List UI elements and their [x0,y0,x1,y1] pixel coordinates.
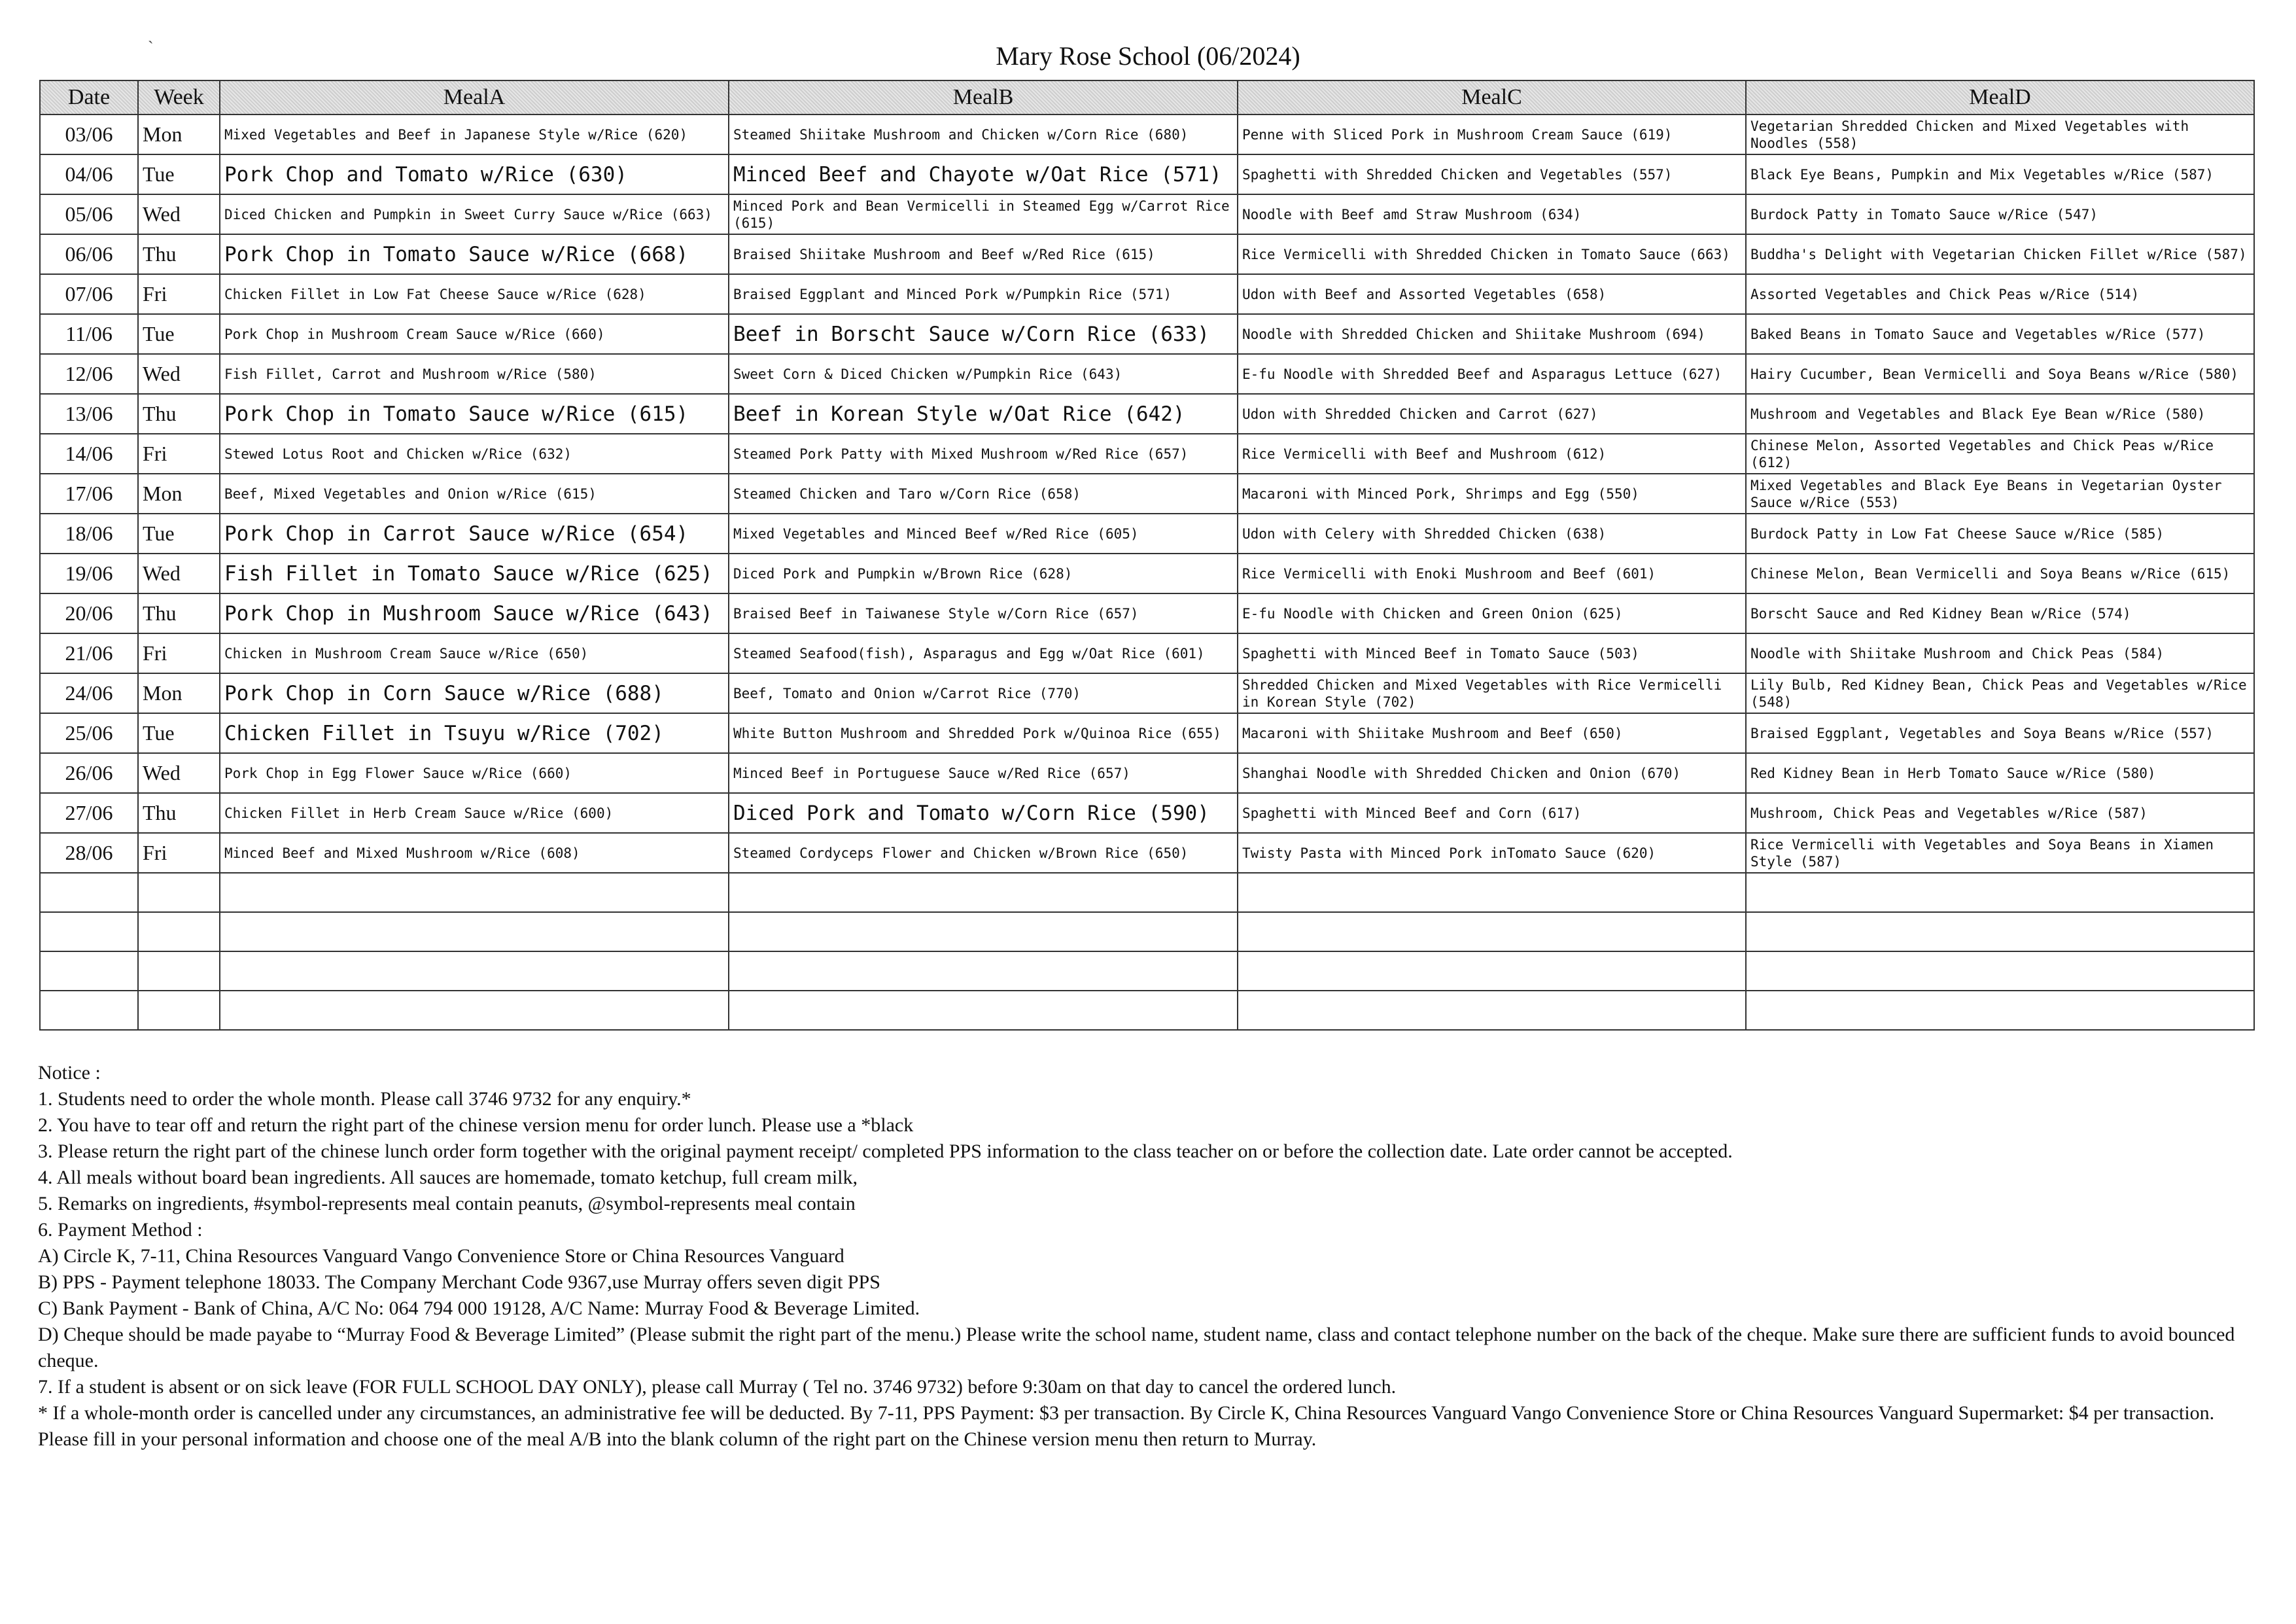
date-cell: 11/06 [40,314,138,354]
meal-b-cell: Steamed Cordyceps Flower and Chicken w/Brown Rice (650) [729,833,1238,873]
meal-b-cell: Steamed Pork Patty with Mixed Mushroom w/Red Rice (657) [729,434,1238,474]
meal-d-cell: Hairy Cucumber, Bean Vermicelli and Soya Beans w/Rice (580) [1746,354,2254,394]
notice-section [38,1060,2255,1453]
meal-a-cell: Mixed Vegetables and Beef in Japanese Style w/Rice (620) [220,115,729,154]
meal-c-cell: E-fu Noodle with Chicken and Green Onion (625) [1238,593,1746,633]
meal-c-cell: Spaghetti with Minced Beef in Tomato Sauce (503) [1238,633,1746,673]
date-cell: 17/06 [40,474,138,514]
table-row [40,633,2254,673]
table-row [40,194,2254,234]
meal-d-cell: Braised Eggplant, Vegetables and Soya Beans w/Rice (557) [1746,713,2254,753]
blank-cell [220,873,729,912]
week-cell: Wed [138,753,220,793]
date-cell: 24/06 [40,673,138,713]
week-cell: Wed [138,354,220,394]
table-row [40,354,2254,394]
meal-b-cell: Braised Beef in Taiwanese Style w/Corn Rice (657) [729,593,1238,633]
blank-cell [1238,912,1746,951]
blank-cell [40,873,138,912]
meal-c-cell: Rice Vermicelli with Beef and Mushroom (612) [1238,434,1746,474]
week-cell: Tue [138,713,220,753]
week-cell: Thu [138,593,220,633]
table-row [40,753,2254,793]
week-cell: Fri [138,633,220,673]
meal-c-cell: E-fu Noodle with Shredded Beef and Asparagus Lettuce (627) [1238,354,1746,394]
table-row [40,793,2254,833]
blank-row [40,912,2254,951]
meal-a-cell: Pork Chop in Tomato Sauce w/Rice (668) [220,234,729,274]
blank-cell [138,873,220,912]
table-row [40,713,2254,753]
notice-heading: Notice : [38,1062,101,1084]
meal-a-cell: Pork Chop in Carrot Sauce w/Rice (654) [220,514,729,554]
document-title [0,41,2296,71]
blank-cell [220,951,729,991]
meal-c-cell: Noodle with Shredded Chicken and Shiitake Mushroom (694) [1238,314,1746,354]
blank-cell [729,873,1238,912]
date-cell: 14/06 [40,434,138,474]
meal-d-cell: Vegetarian Shredded Chicken and Mixed Vegetables with Noodles (558) [1746,115,2254,154]
header-meal-d: MealD [1746,80,2254,115]
date-cell: 07/06 [40,274,138,314]
notice-line: 5. Remarks on ingredients, #symbol-represents meal contain peanuts, @symbol-represents meal contain [38,1193,856,1214]
week-cell: Tue [138,514,220,554]
meal-a-cell: Fish Fillet, Carrot and Mushroom w/Rice (580) [220,354,729,394]
meal-c-cell: Macaroni with Shiitake Mushroom and Beef (650) [1238,713,1746,753]
notice-line: 4. All meals without board bean ingredients. All sauces are homemade, tomato ketchup, full cream milk, [38,1167,858,1188]
meal-b-cell: Steamed Chicken and Taro w/Corn Rice (658) [729,474,1238,514]
meal-d-cell: Rice Vermicelli with Vegetables and Soya Beans in Xiamen Style (587) [1746,833,2254,873]
meal-b-cell: Diced Pork and Tomato w/Corn Rice (590) [729,793,1238,833]
meal-d-cell: Baked Beans in Tomato Sauce and Vegetables w/Rice (577) [1746,314,2254,354]
date-cell: 20/06 [40,593,138,633]
meal-d-cell: Red Kidney Bean in Herb Tomato Sauce w/Rice (580) [1746,753,2254,793]
header-meal-a: MealA [220,80,729,115]
week-cell: Mon [138,474,220,514]
week-cell: Fri [138,274,220,314]
table-row [40,474,2254,514]
meal-c-cell: Macaroni with Minced Pork, Shrimps and Egg (550) [1238,474,1746,514]
week-cell: Fri [138,434,220,474]
blank-cell [1238,951,1746,991]
blank-cell [729,991,1238,1030]
header-meal-c: MealC [1238,80,1746,115]
meal-a-cell: Chicken Fillet in Herb Cream Sauce w/Rice (600) [220,793,729,833]
meal-b-cell: Diced Pork and Pumpkin w/Brown Rice (628) [729,554,1238,593]
blank-row [40,951,2254,991]
meal-a-cell: Fish Fillet in Tomato Sauce w/Rice (625) [220,554,729,593]
meal-b-cell: Steamed Seafood(fish), Asparagus and Egg w/Oat Rice (601) [729,633,1238,673]
meal-b-cell: Braised Eggplant and Minced Pork w/Pumpkin Rice (571) [729,274,1238,314]
date-cell: 26/06 [40,753,138,793]
date-cell: 05/06 [40,194,138,234]
date-cell: 13/06 [40,394,138,434]
table-row [40,593,2254,633]
blank-cell [1746,991,2254,1030]
date-cell: 03/06 [40,115,138,154]
meal-a-cell: Pork Chop in Tomato Sauce w/Rice (615) [220,394,729,434]
notice-line: C) Bank Payment - Bank of China, A/C No: 064 794 000 19128, A/C Name: Murray Food & Beverage Limited. [38,1297,920,1319]
date-cell: 25/06 [40,713,138,753]
meal-a-cell: Pork Chop and Tomato w/Rice (630) [220,154,729,194]
table-row [40,554,2254,593]
notice-line: B) PPS - Payment telephone 18033. The Company Merchant Code 9367,use Murray offers seven digit PPS [38,1271,880,1293]
blank-cell [138,912,220,951]
stray-mark: ` [148,38,154,57]
date-cell: 28/06 [40,833,138,873]
meal-c-cell: Penne with Sliced Pork in Mushroom Cream Sauce (619) [1238,115,1746,154]
meal-b-cell: White Button Mushroom and Shredded Pork w/Quinoa Rice (655) [729,713,1238,753]
table-row [40,154,2254,194]
meal-d-cell: Noodle with Shiitake Mushroom and Chick Peas (584) [1746,633,2254,673]
meal-a-cell: Pork Chop in Mushroom Cream Sauce w/Rice (660) [220,314,729,354]
notice-line: Please fill in your personal information and choose one of the meal A/B into the blank column of the right part on the Chinese version menu then return to Murray. [38,1428,1317,1450]
meal-a-cell: Pork Chop in Corn Sauce w/Rice (688) [220,673,729,713]
blank-row [40,873,2254,912]
meal-b-cell: Minced Beef in Portuguese Sauce w/Red Rice (657) [729,753,1238,793]
date-cell: 19/06 [40,554,138,593]
week-cell: Wed [138,554,220,593]
notice-line: 2. You have to tear off and return the right part of the chinese version menu for order lunch. Please use a *black [38,1114,914,1136]
table-row [40,115,2254,154]
table-row [40,673,2254,713]
meal-a-cell: Diced Chicken and Pumpkin in Sweet Curry Sauce w/Rice (663) [220,194,729,234]
meal-c-cell: Rice Vermicelli with Enoki Mushroom and Beef (601) [1238,554,1746,593]
meal-d-cell: Buddha's Delight with Vegetarian Chicken Fillet w/Rice (587) [1746,234,2254,274]
meal-d-cell: Burdock Patty in Tomato Sauce w/Rice (547) [1746,194,2254,234]
week-cell: Mon [138,673,220,713]
meal-c-cell: Spaghetti with Minced Beef and Corn (617) [1238,793,1746,833]
meal-d-cell: Mixed Vegetables and Black Eye Beans in Vegetarian Oyster Sauce w/Rice (553) [1746,474,2254,514]
week-cell: Thu [138,234,220,274]
blank-cell [40,991,138,1030]
blank-cell [1746,951,2254,991]
blank-cell [729,951,1238,991]
date-cell: 27/06 [40,793,138,833]
meal-b-cell: Braised Shiitake Mushroom and Beef w/Red Rice (615) [729,234,1238,274]
week-cell: Tue [138,314,220,354]
table-row [40,274,2254,314]
meal-b-cell: Sweet Corn & Diced Chicken w/Pumpkin Rice (643) [729,354,1238,394]
notice-line: 3. Please return the right part of the chinese lunch order form together with the original payment receipt/ completed PPS information to the class teacher on or before the collection date. Late order cannot be accepted. [38,1140,1733,1162]
meal-a-cell: Pork Chop in Mushroom Sauce w/Rice (643) [220,593,729,633]
blank-row [40,991,2254,1030]
notice-line: 7. If a student is absent or on sick leave (FOR FULL SCHOOL DAY ONLY), please call Murray ( Tel no. 3746 9732) before 9:30am on that day to cancel the ordered lunch. [38,1376,1397,1398]
meal-d-cell: Burdock Patty in Low Fat Cheese Sauce w/Rice (585) [1746,514,2254,554]
blank-cell [1746,873,2254,912]
table-row [40,314,2254,354]
meal-c-cell: Rice Vermicelli with Shredded Chicken in Tomato Sauce (663) [1238,234,1746,274]
meal-b-cell: Steamed Shiitake Mushroom and Chicken w/Corn Rice (680) [729,115,1238,154]
meal-a-cell: Chicken Fillet in Low Fat Cheese Sauce w/Rice (628) [220,274,729,314]
header-date: Date [40,80,138,115]
meal-a-cell: Beef, Mixed Vegetables and Onion w/Rice (615) [220,474,729,514]
date-cell: 12/06 [40,354,138,394]
meal-b-cell: Beef, Tomato and Onion w/Carrot Rice (770) [729,673,1238,713]
week-cell: Fri [138,833,220,873]
menu-body [40,115,2254,1030]
notice-line: D) Cheque should be made payabe to “Murray Food & Beverage Limited” (Please submit the right part of the menu.) Please write the school name, student name, class and contact telephone number on the back of the cheque. Make sure there are sufficient funds to avoid bounced cheque. [38,1324,2235,1371]
date-cell: 04/06 [40,154,138,194]
blank-cell [220,991,729,1030]
meal-c-cell: Udon with Celery with Shredded Chicken (638) [1238,514,1746,554]
meal-b-cell: Beef in Korean Style w/Oat Rice (642) [729,394,1238,434]
blank-cell [40,951,138,991]
meal-d-cell: Mushroom, Chick Peas and Vegetables w/Rice (587) [1746,793,2254,833]
blank-cell [1746,912,2254,951]
table-row [40,394,2254,434]
meal-a-cell: Chicken Fillet in Tsuyu w/Rice (702) [220,713,729,753]
week-cell: Mon [138,115,220,154]
meal-b-cell: Mixed Vegetables and Minced Beef w/Red Rice (605) [729,514,1238,554]
meal-d-cell: Chinese Melon, Bean Vermicelli and Soya Beans w/Rice (615) [1746,554,2254,593]
blank-cell [1238,991,1746,1030]
meal-c-cell: Shredded Chicken and Mixed Vegetables with Rice Vermicelli in Korean Style (702) [1238,673,1746,713]
notice-line: 1. Students need to order the whole month. Please call 3746 9732 for any enquiry.* [38,1088,691,1110]
meal-b-cell: Minced Pork and Bean Vermicelli in Steamed Egg w/Carrot Rice (615) [729,194,1238,234]
table-row [40,514,2254,554]
meal-a-cell: Stewed Lotus Root and Chicken w/Rice (632) [220,434,729,474]
meal-c-cell: Noodle with Beef amd Straw Mushroom (634) [1238,194,1746,234]
meal-d-cell: Mushroom and Vegetables and Black Eye Bean w/Rice (580) [1746,394,2254,434]
blank-cell [138,991,220,1030]
meal-a-cell: Minced Beef and Mixed Mushroom w/Rice (608) [220,833,729,873]
header-meal-b: MealB [729,80,1238,115]
meal-b-cell: Beef in Borscht Sauce w/Corn Rice (633) [729,314,1238,354]
meal-d-cell: Borscht Sauce and Red Kidney Bean w/Rice (574) [1746,593,2254,633]
meal-d-cell: Black Eye Beans, Pumpkin and Mix Vegetables w/Rice (587) [1746,154,2254,194]
date-cell: 21/06 [40,633,138,673]
meal-d-cell: Chinese Melon, Assorted Vegetables and Chick Peas w/Rice (612) [1746,434,2254,474]
meal-a-cell: Pork Chop in Egg Flower Sauce w/Rice (660) [220,753,729,793]
meal-d-cell: Assorted Vegetables and Chick Peas w/Rice (514) [1746,274,2254,314]
notice-line: * If a whole-month order is cancelled under any circumstances, an administrative fee will be deducted. By 7-11, PPS Payment: $3 per transaction. By Circle K, China Resources Vanguard Vango Convenience Store or China Resources Vanguard Supermarket: $4 per transaction. [38,1402,2215,1424]
meal-c-cell: Udon with Shredded Chicken and Carrot (627) [1238,394,1746,434]
blank-cell [40,912,138,951]
menu-table [39,80,2255,1031]
notice-line: A) Circle K, 7-11, China Resources Vanguard Vango Convenience Store or China Resources Vanguard [38,1245,844,1267]
blank-cell [220,912,729,951]
blank-cell [1238,873,1746,912]
table-row [40,833,2254,873]
date-cell: 06/06 [40,234,138,274]
table-row [40,434,2254,474]
week-cell: Tue [138,154,220,194]
meal-c-cell: Spaghetti with Shredded Chicken and Vegetables (557) [1238,154,1746,194]
week-cell: Thu [138,793,220,833]
meal-b-cell: Minced Beef and Chayote w/Oat Rice (571) [729,154,1238,194]
meal-a-cell: Chicken in Mushroom Cream Sauce w/Rice (650) [220,633,729,673]
blank-cell [729,912,1238,951]
table-row [40,234,2254,274]
notice-line: 6. Payment Method : [38,1219,203,1241]
week-cell: Wed [138,194,220,234]
meal-c-cell: Shanghai Noodle with Shredded Chicken and Onion (670) [1238,753,1746,793]
week-cell: Thu [138,394,220,434]
meal-c-cell: Twisty Pasta with Minced Pork inTomato Sauce (620) [1238,833,1746,873]
document-title-text: Mary Rose School (06/2024) [996,41,1300,71]
blank-cell [138,951,220,991]
meal-c-cell: Udon with Beef and Assorted Vegetables (658) [1238,274,1746,314]
header-row [40,80,2254,115]
date-cell: 18/06 [40,514,138,554]
meal-d-cell: Lily Bulb, Red Kidney Bean, Chick Peas and Vegetables w/Rice (548) [1746,673,2254,713]
header-week: Week [138,80,220,115]
